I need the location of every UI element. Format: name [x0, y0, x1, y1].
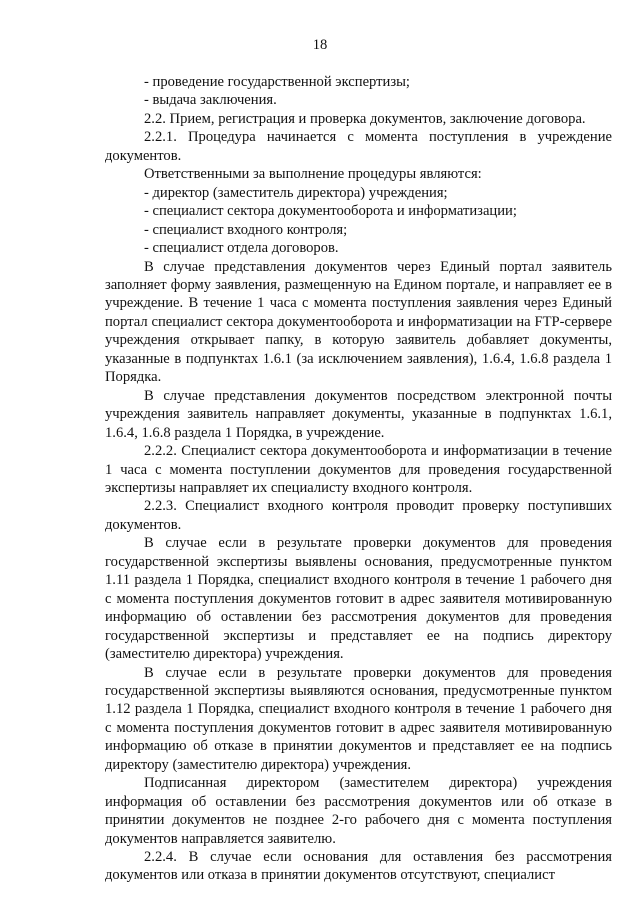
paragraph-2-2-1: 2.2.1. Процедура начинается с момента поступления в учреждение документов.	[105, 129, 612, 164]
page-number: 18	[312, 37, 328, 53]
list-item-conclusion: - выдача заключения.	[144, 92, 277, 109]
paragraph-refusal: В случае если в результате проверки документов для проведения государственной экспертизы выявляются основания, предусмотренные пунктом 1.12 раздела 1 Порядка, специалист входного контроля в течение 1 рабочего дня с момента поступления документов готовит в адрес заявителя мотивированную информацию об отказе в принятии документов и представляет ее на подпись директору (заместителю директора) учреждения.	[105, 664, 612, 773]
paragraph-2-2-3: 2.2.3. Специалист входного контроля проводит проверку поступивших документов.	[105, 498, 612, 533]
paragraph-email: В случае представления документов посредством электронной почты учреждения заявитель направляет документы, указанные в подпунктах 1.6.1, 1.6.4, 1.6.8 раздела 1 Порядка, в учреждение.	[105, 387, 612, 441]
responsible-intro: Ответственными за выполнение процедуры являются:	[144, 166, 482, 183]
list-item-docflow-specialist: - специалист сектора документооборота и информатизации;	[144, 203, 517, 220]
paragraph-unified-portal: В случае представления документов через Единый портал заявитель заполняет форму заявления, размещенную на Едином портале, и направляет ее в учреждение. В течение 1 часа с момента поступления заявления через Единый портал специалист сектора документооборота и информатизации на FTP-сервере учреждения открывает папку, в которую заявитель добавляет документы, указанные в подпунктах 1.6.1 (за исключением заявления), 1.6.4, 1.6.8 раздела 1 Порядка.	[105, 258, 612, 386]
list-item-expertise: - проведение государственной экспертизы;	[144, 74, 410, 90]
document-body	[105, 73, 612, 885]
paragraph-leave-without-review: В случае если в результате проверки документов для проведения государственной экспертизы выявлены основания, предусмотренные пунктом 1.11 раздела 1 Порядка, специалист входного контроля в течение 1 рабочего дня с момента поступления документов готовит в адрес заявителя мотивированную информацию об оставлении без рассмотрения документов для проведения государственной экспертизы и представляет ее на подпись директору (заместителю директора) учреждения.	[105, 535, 612, 663]
section-heading-2-2: 2.2. Прием, регистрация и проверка документов, заключение договора.	[144, 110, 586, 127]
list-item-director: - директор (заместитель директора) учреждения;	[144, 184, 448, 201]
paragraph-2-2-2: 2.2.2. Специалист сектора документооборота и информатизации в течение 1 часа с момента поступлении документов для проведения государственной экспертизы направляет их специалисту входного контроля.	[105, 443, 612, 496]
list-item-input-control-specialist: - специалист входного контроля;	[144, 221, 348, 238]
paragraph-signed-info: Подписанная директором (заместителем директора) учреждения информация об оставлении без рассмотрения документов или об отказе в принятии документов не позднее 2-го рабочего дня с момента поступления документов направляется заявителю.	[105, 775, 612, 847]
list-item-contracts-specialist: - специалист отдела договоров.	[144, 240, 339, 257]
paragraph-2-2-4: 2.2.4. В случае если основания для оставления без рассмотрения документов или отказа в принятии документов отсутствуют, специалист	[105, 849, 612, 884]
